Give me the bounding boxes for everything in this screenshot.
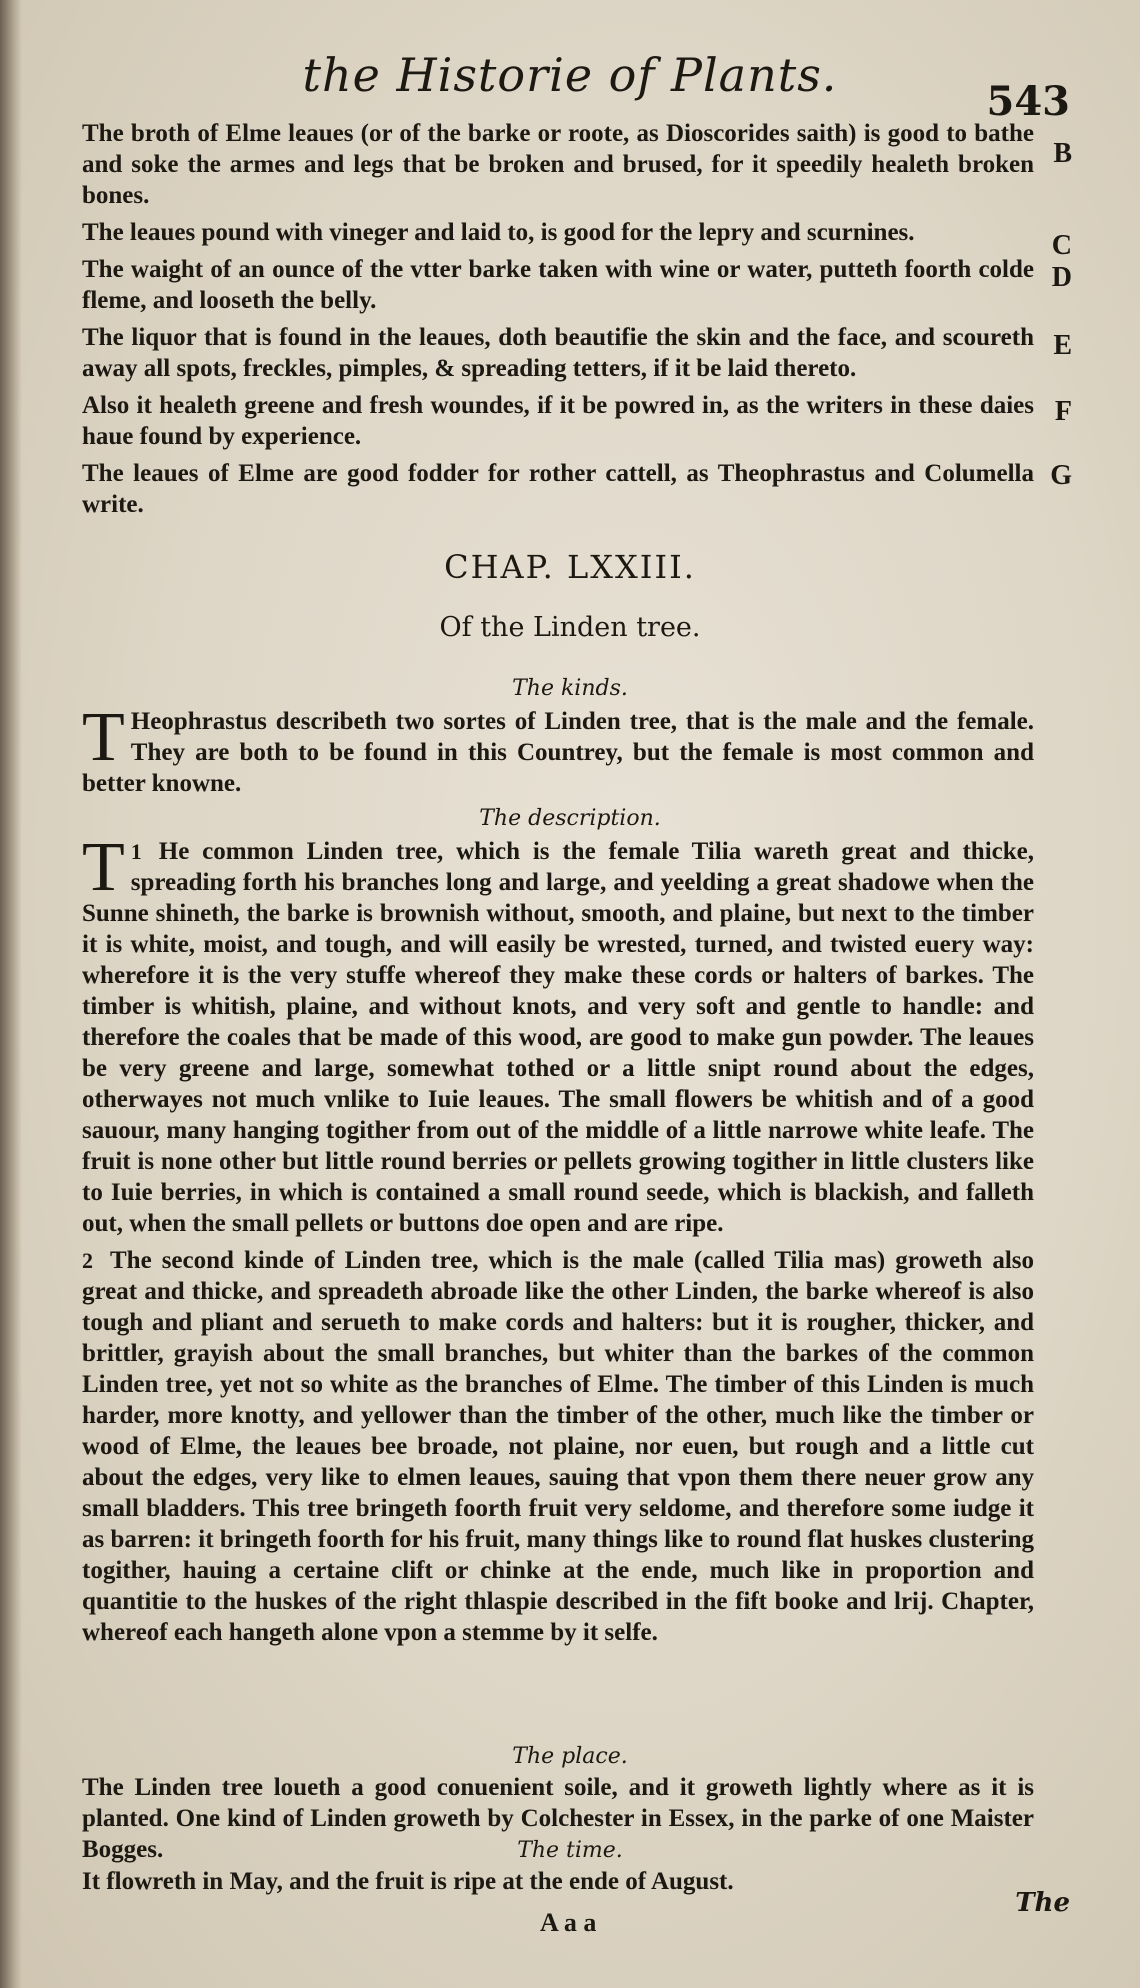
margin-letter: G: [1050, 460, 1072, 491]
margin-letter: F: [1054, 396, 1072, 427]
prev-chapter-text: [82, 118, 1034, 526]
chapter-title: Of the Linden tree.: [439, 612, 701, 643]
section-heading-description: The description.: [479, 806, 661, 831]
time-text: It flowreth in May, and the fruit is ripe at the ende of August.: [82, 1868, 734, 1895]
paragraph: The liquor that is found in the leaues, doth beautifie the skin and the face, and scoureth away all spots, freckles, pimples, & spreading tetters, if it be laid thereto.: [82, 324, 1034, 382]
item-number: 2: [82, 1248, 93, 1273]
page-gutter: [0, 0, 22, 1988]
description-item: [82, 829, 1034, 1239]
place-text: The Linden tree loueth a good conuenient soile, and it groweth lightly where as it is planted. One kind of Linden groweth by Colchester in Essex, in the parke of one Maister Bogges.: [82, 1774, 1034, 1863]
item-number: 1: [130, 839, 142, 864]
paragraph: Also it healeth greene and fresh woundes, if it be powred in, as the writers in these daies haue found by experience.: [82, 392, 1034, 450]
dropcap: T: [82, 829, 125, 906]
item-text: He common Linden tree, which is the female Tilia wareth great and thicke, spreading forth his branches long and large, and yeelding a great shadowe when the Sunne shineth, the barke is brownish without, smooth, and plaine, but next to the timber it is white, moist, and tough, and will easily be wrested, turned, and twisted euery way: wherefore it is the very stuffe whereof they make these cords or halters of barkes. The timber is whitish, plaine, and without knots, and very soft and gentle to handle: and therefore the coales that be made of this wood, are good to make gun powder. The leaues be very greene and large, somewhat tothed or a little snipt round about the edges, otherwayes not much vnlike to Iuie leaues. The small flowers be whitish and of a good sauour, many hanging togither from out of the middle of a little narrowe white leafe. The fruit is none other but little round berries or pellets growing togither in little clusters like to Iuie berries, in which is contained a small round seede, which is blackish, and falleth out, when the small pellets or buttons doe open and are ripe.: [82, 838, 1034, 1237]
section-heading-time: The time.: [517, 1838, 623, 1863]
description-text: [82, 829, 1034, 1654]
description-item: [82, 1245, 1034, 1648]
catchword: The: [1015, 1888, 1070, 1918]
item-text: The second kinde of Linden tree, which is the male (called Tilia mas) groweth also great and thicke, and spreadeth abroade like the other Linden, the barke whereof is also tough and pliant and serueth to make cords and halters: but it is rougher, thicker, and brittler, grayish about the small branches, but whiter than the barkes of the common Linden tree, yet not so white as the branches of Elme. The timber of this Linden is much harder, more knotty, and yellower than the timber of the other, much like the timber or wood of Elme, the leaues bee broade, not plaine, nor euen, but rough and a little cut about the edges, very like to elmen leaues, sauing that vpon them there neuer grow any small bladders. This tree bringeth foorth fruit very seldome, and therefore some iudge it as barren: it bringeth foorth for his fruit, many things like to round flat huskes clustering togither, hauing a certaine clift or chinke at the ende, much like in proportion and quantitie to the huskes of the right thlaspie described in the fift booke and lrij. Chapter, whereof each hangeth alone vpon a stemme by it selfe.: [82, 1247, 1034, 1646]
running-title: the Historie of Plants.: [302, 48, 838, 102]
paragraph: The broth of Elme leaues (or of the barke or roote, as Dioscorides saith) is good to bathe and soke the armes and legs that be broken and brused, for it speedily healeth broken bones.: [82, 120, 1034, 209]
paragraph: The leaues pound with vineger and laid to, is good for the lepry and scurnines.: [82, 219, 915, 246]
section-heading-place: The place.: [512, 1744, 628, 1769]
margin-letter: D: [1051, 262, 1072, 293]
signature-mark: A a a: [540, 1908, 597, 1937]
margin-letter: C: [1051, 230, 1072, 261]
paragraph: The leaues of Elme are good fodder for rother cattell, as Theophrastus and Columella write.: [82, 460, 1034, 518]
margin-letter: E: [1053, 330, 1072, 361]
paragraph: The waight of an ounce of the vtter barke taken with wine or water, putteth foorth colde fleme, and looseth the belly.: [82, 256, 1034, 314]
kinds-paragraph: Heophrastus describeth two sortes of Linden tree, that is the male and the female. They are both to be found in this Countrey, but the female is most common and better knowne.: [82, 708, 1034, 797]
dropcap: T: [82, 699, 125, 776]
chapter-number: CHAP. LXXIII.: [444, 548, 696, 586]
margin-letter: B: [1053, 138, 1072, 169]
kinds-text: [82, 699, 1034, 805]
page-number: 543: [986, 78, 1070, 125]
section-heading-kinds: The kinds.: [512, 676, 628, 701]
